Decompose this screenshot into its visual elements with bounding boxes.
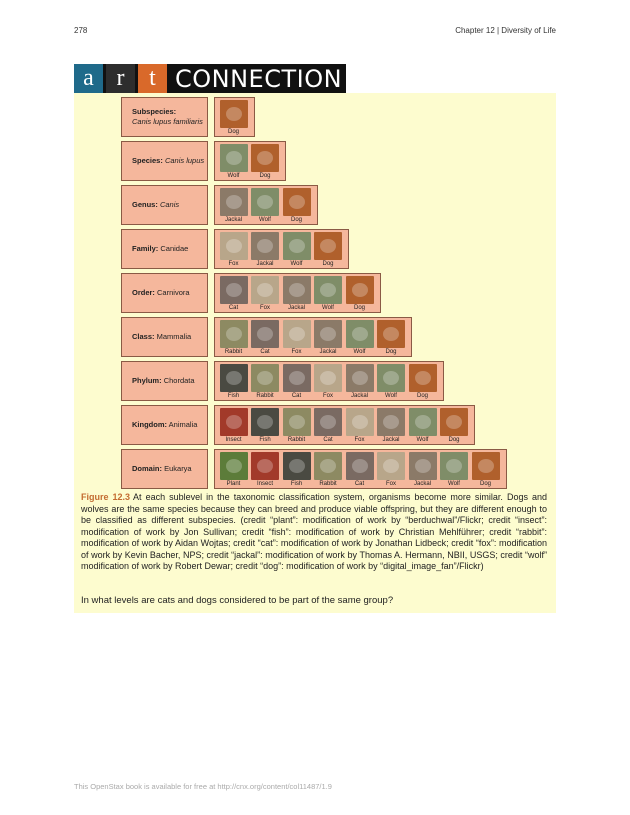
taxon-name: Canis [159,200,180,209]
organism-label: Rabbit [287,437,306,443]
organism-photo-strip [214,141,286,181]
organism-rabbit [250,362,281,400]
taxon-name: Eukarya [164,464,192,473]
organism-fox [281,318,312,356]
organism-label: Insect [256,481,273,487]
organism-label: Dog [259,173,271,179]
wolf-photo [251,188,279,216]
organism-label: Wolf [227,173,240,179]
fish-photo [220,364,248,392]
taxon-level-genus [121,185,208,225]
rank-label: Phylum: [132,376,162,385]
organism-label: Wolf [353,349,366,355]
dog-photo [220,100,248,128]
taxon-level-family [121,229,208,269]
rank-label: Class: [132,332,155,341]
organism-photo-strip [214,229,349,269]
chapter-title: Chapter 12 | Diversity of Life [455,26,556,35]
jackal-photo [409,452,437,480]
organism-label: Wolf [322,305,334,311]
organism-cat [250,318,281,356]
jackal-photo [346,364,374,392]
rabbit-photo [220,320,248,348]
organism-dog [218,98,249,136]
organism-label: Fox [228,261,239,267]
insect-photo [251,452,279,480]
jackal-photo [377,408,405,436]
page-number: 278 [74,26,88,35]
organism-label: Dog [290,217,302,223]
taxon-name: Animalia [168,420,198,429]
taxon-name: Canis lupus [164,156,205,165]
taxon-level-class [121,317,208,357]
taxon-level-species [121,141,208,181]
banner-letter-a: a [74,64,103,93]
organism-label: Rabbit [256,393,274,399]
organism-label: Plant [226,481,241,487]
organism-photo-strip [214,361,444,401]
taxon-level-domain [121,449,208,489]
wolf-photo [440,452,468,480]
banner-letter-t: t [138,64,167,93]
plant-photo [220,452,248,480]
jackal-photo [220,188,248,216]
organism-label: Fish [259,437,271,443]
organism-rabbit [218,318,249,356]
organism-wolf [281,230,312,268]
organism-label: Dog [448,437,460,443]
organism-label: Cat [228,305,239,311]
organism-label: Cat [260,349,270,355]
dog-photo [409,364,437,392]
organism-label: Dog [353,305,365,311]
organism-label: Dog [385,349,397,355]
organism-label: Fox [322,393,333,399]
caption-text: At each sublevel in the taxonomic classification system, organisms become more similar. Dogs and wolves are the same species because they can breed and produce viable offspring, but they are different enough to be classified as different subspecies. (credit “plant”: modification of work by “berduchwal”/Flickr; credit “insect”: modification of work by Jon Sullivan; credit “fish”: modification of work by Christian Mehlführer; credit “rabbit”: modification of work by Aidan Wojtas; credit “cat”: modification of work by Jonathan Lidbeck; credit “fox”: modification of work by Kevin Bacher, NPS; credit “jackal”: modification of work by Thomas A. Hermann, NBII, USGS; credit “wolf” modification of work by Robert Dewar; credit “dog”: modification of work by “digital_image_fan”/Flickr) [81,492,547,571]
taxon-name: Mammalia [156,332,192,341]
organism-wolf [439,450,470,488]
fish-photo [283,452,311,480]
organism-rabbit [313,450,344,488]
page-footer: This OpenStax book is available for free at http://cnx.org/content/col11487/1.9 [74,782,332,791]
taxon-name: Chordata [163,376,195,385]
art-connection-banner [74,64,346,93]
rank-label: Family: [132,244,159,253]
dog-photo [346,276,374,304]
organism-label: Wolf [259,217,271,223]
organism-photo-strip [214,405,475,445]
rank-label: Domain: [132,464,162,473]
rabbit-photo [251,364,279,392]
organism-label: Cat [291,393,302,399]
organism-label: Jackal [287,305,305,311]
organism-label: Dog [416,393,428,399]
banner-word: CONNECTION [175,64,343,93]
organism-fox [313,362,344,400]
organism-photo-strip [214,97,255,137]
organism-label: Wolf [448,481,460,487]
organism-fox [218,230,249,268]
cat-photo [283,364,311,392]
organism-dog [439,406,470,444]
organism-label: Wolf [416,437,429,443]
wolf-photo [220,144,248,172]
cat-photo [220,276,248,304]
dog-photo [377,320,405,348]
wolf-photo [409,408,437,436]
organism-dog [470,450,501,488]
fox-photo [283,320,311,348]
organism-label: Wolf [290,261,303,267]
taxon-level-kingdom [121,405,208,445]
taxon-name: Carnivora [157,288,190,297]
fox-photo [220,232,248,260]
organism-fox [344,406,375,444]
organism-label: Jackal [413,481,431,487]
organism-wolf [344,318,375,356]
dog-photo [472,452,500,480]
organism-label: Insect [225,437,242,443]
organism-plant [218,450,249,488]
organism-wolf [407,406,438,444]
wolf-photo [377,364,405,392]
organism-fox [376,450,407,488]
organism-label: Cat [354,481,365,487]
fox-photo [251,276,279,304]
jackal-photo [314,320,342,348]
organism-cat [281,362,312,400]
organism-dog [313,230,344,268]
organism-jackal [407,450,438,488]
organism-wolf [250,186,281,224]
fox-photo [377,452,405,480]
jackal-photo [283,276,311,304]
organism-dog [250,142,281,180]
organism-wolf [313,274,344,312]
organism-fish [218,362,249,400]
rank-label: Genus: [132,200,158,209]
organism-dog [344,274,375,312]
organism-dog [407,362,438,400]
rank-label: Subspecies: [132,107,177,116]
organism-label: Fox [385,481,396,487]
organism-label: Dog [322,261,334,267]
rabbit-photo [283,408,311,436]
organism-label: Jackal [319,349,337,355]
cat-photo [314,408,342,436]
organism-cat [344,450,375,488]
organism-label: Dog [479,481,491,487]
organism-jackal [218,186,249,224]
rabbit-photo [314,452,342,480]
organism-photo-strip [214,317,412,357]
figure-label: Figure 12.3 [81,492,131,502]
organism-label: Rabbit [319,481,337,487]
taxon-level-order [121,273,208,313]
organism-wolf [376,362,407,400]
jackal-photo [251,232,279,260]
rank-label: Order: [132,288,155,297]
organism-jackal [376,406,407,444]
organism-photo-strip [214,449,507,489]
organism-label: Dog [227,129,239,135]
organism-rabbit [281,406,312,444]
organism-label: Jackal [382,437,400,443]
wolf-photo [314,276,342,304]
organism-jackal [344,362,375,400]
taxon-name: Canis lupus familiaris [132,117,203,126]
organism-jackal [250,230,281,268]
organism-fish [281,450,312,488]
organism-jackal [281,274,312,312]
organism-dog [281,186,312,224]
rank-label: Kingdom: [132,420,167,429]
organism-wolf [218,142,249,180]
banner-letter-r: r [106,64,135,93]
organism-jackal [313,318,344,356]
organism-photo-strip [214,185,318,225]
taxon-name: Canidae [160,244,189,253]
rank-label: Species: [132,156,163,165]
organism-label: Cat [323,437,333,443]
organism-insect [218,406,249,444]
organism-label: Fish [227,393,240,399]
organism-photo-strip [214,273,381,313]
cat-photo [346,452,374,480]
fox-photo [346,408,374,436]
taxon-level-phylum [121,361,208,401]
organism-cat [313,406,344,444]
dog-photo [440,408,468,436]
organism-label: Fox [354,437,365,443]
organism-label: Fox [291,349,302,355]
fox-photo [314,364,342,392]
fish-photo [251,408,279,436]
art-connection-question: In what levels are cats and dogs considered to be part of the same group? [81,595,394,606]
organism-label: Wolf [385,393,397,399]
organism-label: Jackal [256,261,274,267]
organism-label: Fish [290,481,303,487]
insect-photo [220,408,248,436]
wolf-photo [283,232,311,260]
dog-photo [283,188,311,216]
wolf-photo [346,320,374,348]
organism-label: Jackal [350,393,368,399]
dog-photo [314,232,342,260]
organism-cat [218,274,249,312]
cat-photo [251,320,279,348]
dog-photo [251,144,279,172]
organism-insect [250,450,281,488]
organism-label: Fox [259,305,270,311]
organism-fish [250,406,281,444]
taxon-level-subspecies [121,97,208,137]
organism-label: Jackal [224,217,242,223]
figure-caption [81,492,547,573]
organism-label: Rabbit [224,349,243,355]
organism-fox [250,274,281,312]
organism-dog [376,318,407,356]
